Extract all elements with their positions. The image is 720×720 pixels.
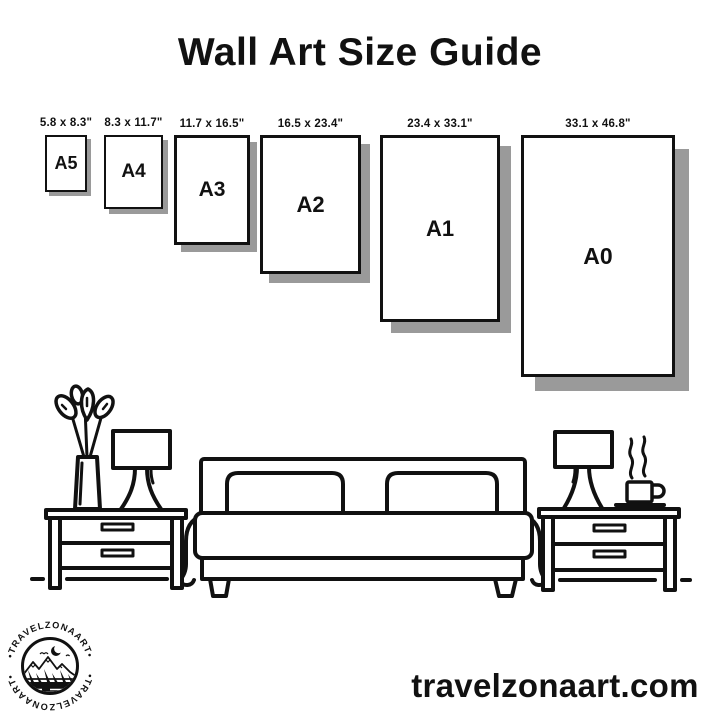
frame-code-label: A0 <box>583 242 613 269</box>
size-frame-a0 <box>521 118 675 377</box>
frame-size-label: 8.3 x 11.7" <box>104 117 163 129</box>
nightstand-right-icon <box>539 509 679 590</box>
table-lamp-left-icon <box>113 431 170 509</box>
size-frame-a5 <box>39 117 93 192</box>
frame-code-label: A3 <box>198 178 226 201</box>
frame-code-label: A2 <box>296 191 325 217</box>
size-frame-a2 <box>260 118 361 274</box>
size-frame-a4 <box>104 117 163 209</box>
bedroom-illustration <box>0 380 720 610</box>
frame-size-label: 5.8 x 8.3" <box>39 117 93 129</box>
frame-size-label: 23.4 x 33.1" <box>407 118 473 130</box>
logo-arc-text-bottom: •TRAVELZONAART• <box>4 672 96 713</box>
brand-logo <box>2 618 98 714</box>
vase-with-leaves-icon <box>52 385 117 509</box>
frame-size-label: 33.1 x 46.8" <box>565 118 631 130</box>
bed-icon <box>179 459 547 596</box>
frame-code-label: A5 <box>54 153 78 173</box>
page-title: Wall Art Size Guide <box>177 31 543 74</box>
frame-size-label: 16.5 x 23.4" <box>277 118 344 130</box>
size-frame-a1 <box>380 118 500 322</box>
nightstand-left-icon <box>46 510 186 588</box>
frame-code-label: A4 <box>121 161 146 182</box>
website-url[interactable]: travelzonaart.com <box>411 667 699 704</box>
frame-code-label: A1 <box>425 215 455 241</box>
coffee-cup-icon <box>616 437 664 505</box>
table-lamp-right-icon <box>555 432 612 508</box>
logo-arc-text-top: •TRAVELZONAART• <box>4 619 96 660</box>
frame-size-label: 11.7 x 16.5" <box>179 118 245 130</box>
size-frame-a3 <box>174 118 250 245</box>
